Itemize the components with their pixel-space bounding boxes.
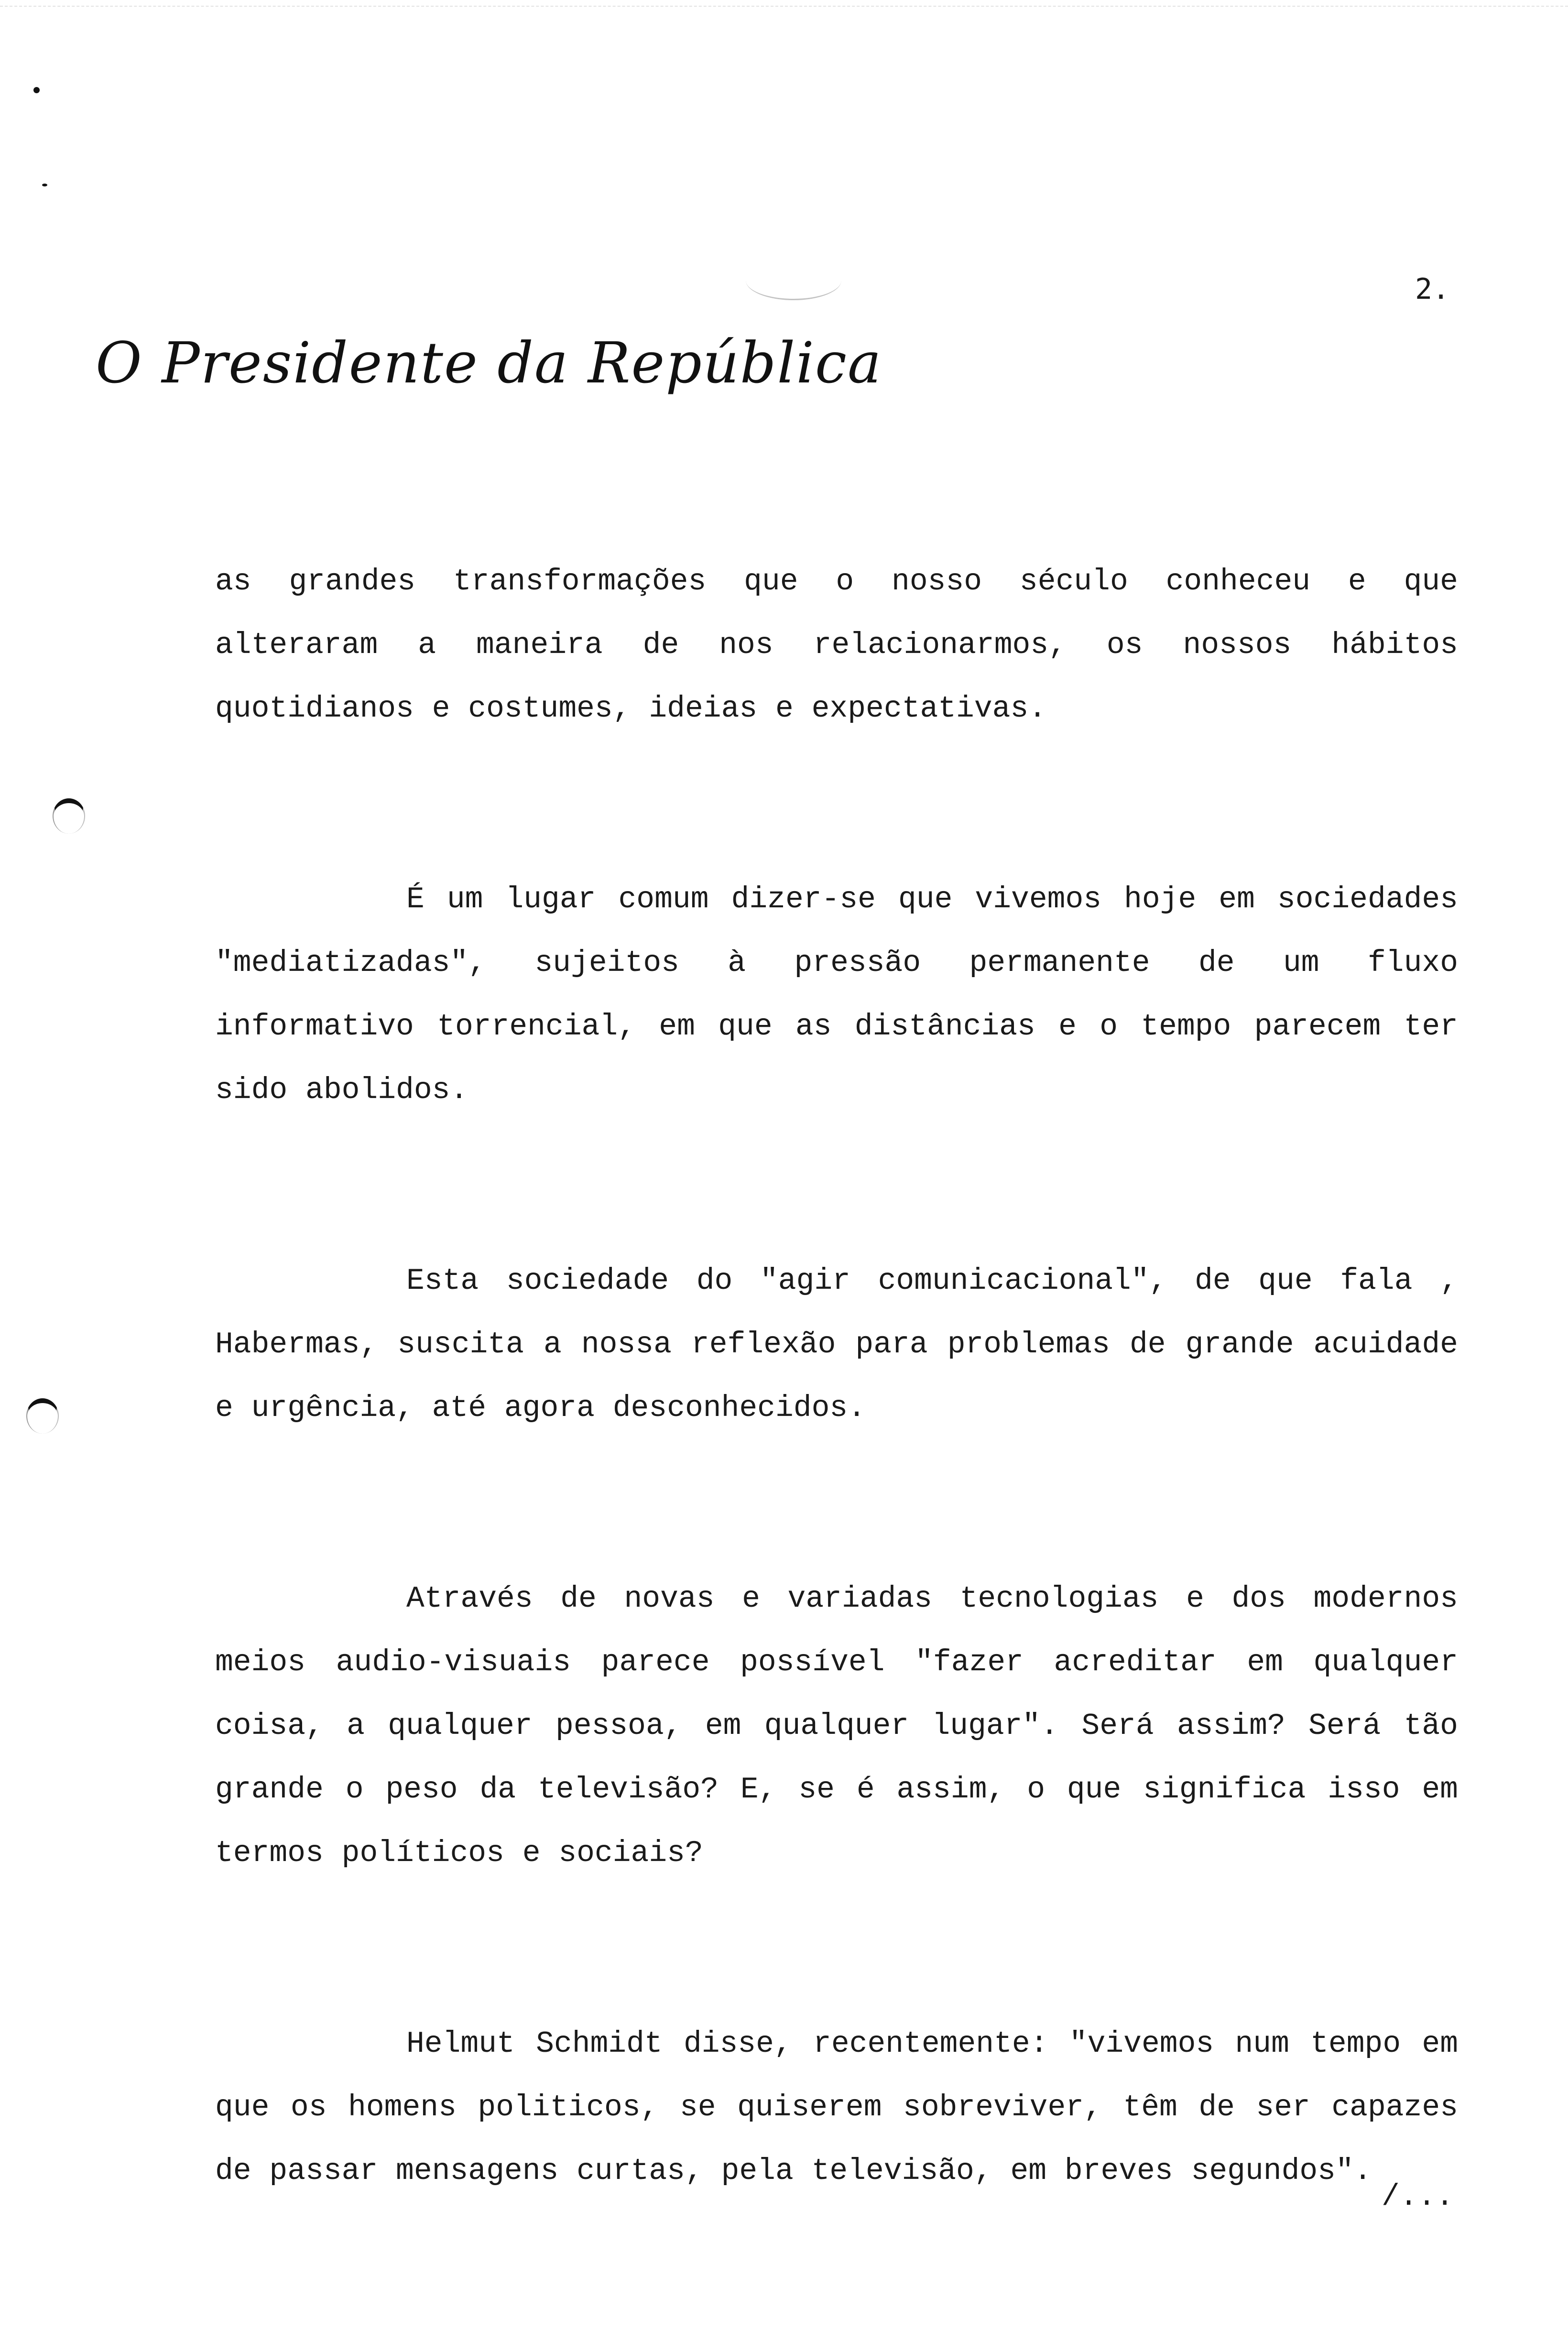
scan-edge-artifact bbox=[0, 0, 1568, 7]
punch-hole-icon bbox=[26, 1398, 59, 1434]
paragraph-4: Através de novas e variadas tecnologias e dos modernos meios audio-visuais parece possível "fazer acreditar em qualquer coisa, a qualquer pessoa, em qualquer lugar". Será assim? Será tão grande o peso da televisão? E, se é assim, o que significa isso em termos políticos e sociais? bbox=[215, 1582, 1458, 1870]
paragraph-2: É um lugar comum dizer-se que vivemos hoje em sociedades "mediatizadas", sujeitos à pressão permanente de um fluxo informativo torrencial, em que as distâncias e o tempo parecem ter sido abolidos. bbox=[215, 882, 1458, 1107]
scan-smudge bbox=[746, 261, 841, 300]
document-body bbox=[215, 550, 1458, 2330]
paragraph-5: Helmut Schmidt disse, recentemente: "vivemos num tempo em que os homens politicos, se quiserem sobreviver, têm de ser capazes de passar mensagens curtas, pela televisão, em breves segundos". bbox=[215, 2027, 1458, 2188]
paragraph-3: Esta sociedade do "agir comunicacional", de que fala , Habermas, suscita a nossa reflexão para problemas de grande acuidade e urgência, até agora desconhecidos. bbox=[215, 1264, 1458, 1425]
punch-hole-icon bbox=[53, 798, 85, 834]
scan-speck bbox=[42, 184, 47, 186]
paragraph-1: as grandes transformações que o nosso século conheceu e que alteraram a maneira de nos relacionarmos, os nossos hábitos quotidianos e costumes, ideias e expectativas. bbox=[215, 565, 1458, 726]
scan-speck bbox=[33, 87, 40, 93]
page-number: 2. bbox=[1415, 272, 1450, 306]
continuation-mark: /... bbox=[1382, 2180, 1454, 2214]
letterhead: O Presidente da República bbox=[96, 330, 882, 396]
